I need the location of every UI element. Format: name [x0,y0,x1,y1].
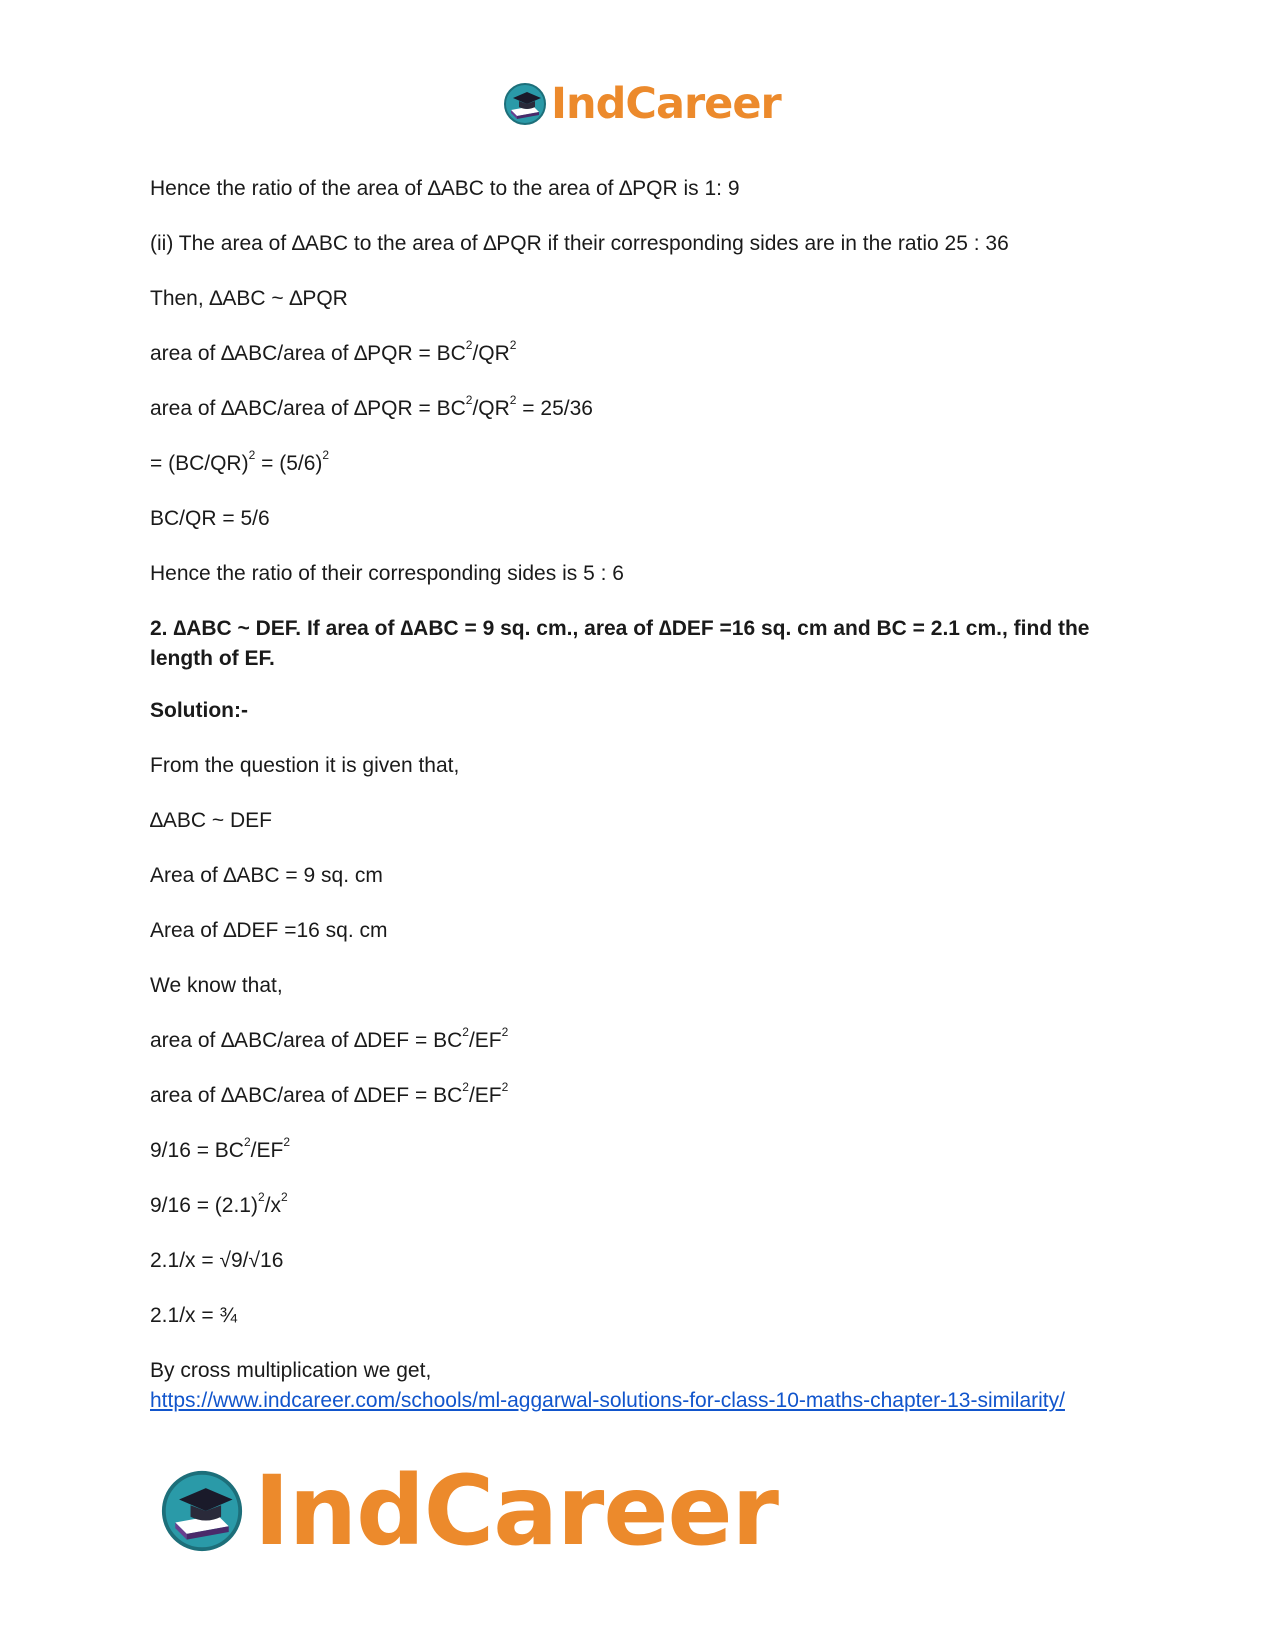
document-body [150,174,1130,1416]
text-line: Area of ∆ABC = 9 sq. cm [150,864,383,887]
text-line: Hence the ratio of their corresponding sides is 5 : 6 [150,562,624,585]
footer-logo-text: IndCareer [254,1455,778,1567]
question-heading: 2. ∆ABC ~ DEF. If area of ∆ABC = 9 sq. cm., area of ∆DEF =16 sq. cm and BC = 2.1 cm., find the length of EF. [150,617,1090,670]
equation-line: area of ∆ABC/area of $\Delta PQR = BC^2/QR^2 = 25/36$ [150,393,593,420]
text-line: Area of ∆DEF =16 sq. cm [150,919,388,942]
text-line: ∆ABC ~ DEF [150,809,272,832]
text-line: 2.1/x = ¾ [150,1304,237,1327]
equation-line: area of ∆ABC/area of $\Delta PQR = BC^2/QR^2$ [150,338,517,365]
text-line: Hence the ratio of the area of ∆ABC to the area of ∆PQR is 1: 9 [150,177,740,200]
equation-line: $9/16 = (2.1)^2/x^2$ [150,1190,288,1217]
text-line: 2.1/x = √9/√16 [150,1249,284,1272]
source-link[interactable]: https://www.indcareer.com/schools/ml-aggarwal-solutions-for-class-10-maths-chapter-13-similarity/ [150,1389,1065,1412]
text-line: We know that, [150,974,283,997]
text-line: By cross multiplication we get, [150,1359,432,1382]
graduation-book-icon [160,1469,244,1553]
footer-logo [160,1455,778,1567]
equation-line: = $(BC/QR)^2 = (5/6)^2$ [150,448,330,475]
equation-line: area of ∆ABC/area of $\Delta DEF = BC^2/EF^2$ [150,1080,509,1107]
equation-line: $9/16 = BC^2/EF^2$ [150,1135,291,1162]
equation-line: area of ∆ABC/area of $\Delta DEF = BC^2/EF^2$ [150,1025,509,1052]
text-line: (ii) The area of ∆ABC to the area of ∆PQR if their corresponding sides are in the ratio 25 : 36 [150,232,1009,255]
text-line: Then, ∆ABC ~ ∆PQR [150,287,348,310]
solution-label: Solution:- [150,699,248,722]
graduation-book-icon [503,82,547,126]
text-line: BC/QR = 5/6 [150,507,270,530]
header-logo [503,78,781,129]
header-logo-text: IndCareer [551,78,781,129]
text-line: From the question it is given that, [150,754,460,777]
